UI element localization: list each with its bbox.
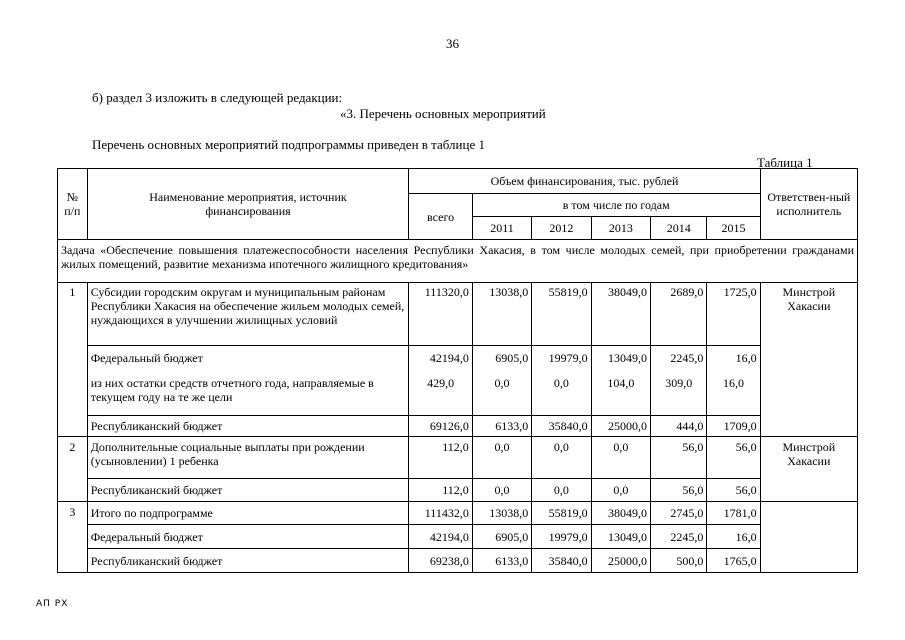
- cell-2012: 35840,0: [532, 549, 591, 573]
- cell-2014: 309,0: [651, 373, 707, 416]
- cell-2015: 16,0: [707, 346, 760, 373]
- cell-2012: 19979,0: [532, 346, 591, 373]
- cell-2013: 13049,0: [591, 525, 650, 549]
- col-header-executor: Ответствен-ный исполнитель: [760, 169, 857, 240]
- intro-paragraph: Перечень основных мероприятий подпрограммы приведен в таблице 1: [92, 137, 485, 152]
- cell-2012: 0,0: [532, 437, 591, 479]
- cell-total: 69126,0: [409, 416, 473, 437]
- col-header-funding: Объем финансирования, тыс. рублей: [409, 169, 760, 194]
- cell-2011: 6905,0: [472, 346, 531, 373]
- cell-2011: 13038,0: [472, 283, 531, 346]
- row-name: Дополнительные социальные выплаты при рождении (усыновлении) 1 ребенка: [87, 437, 409, 479]
- col-header-total: всего: [409, 194, 473, 240]
- cell-2012: 19979,0: [532, 525, 591, 549]
- cell-2013: 0,0: [591, 479, 650, 502]
- cell-2014: 2689,0: [651, 283, 707, 346]
- cell-total: 111432,0: [409, 502, 473, 525]
- row-executor: Минстрой Хакасии: [760, 437, 857, 502]
- cell-2015: 1781,0: [707, 502, 760, 525]
- row-number: 2: [58, 437, 88, 502]
- task-description: Задача «Обеспечение повышения платежеспособности населения Республики Хакасия, в том числе молодых семей, при приобретении гражданами жилых помещений, развитие механизма ипотечного жилищного кредитования»: [58, 240, 858, 283]
- cell-2012: 55819,0: [532, 283, 591, 346]
- row-name: Республиканский бюджет: [87, 416, 409, 437]
- intro-line: б) раздел 3 изложить в следующей редакции:: [92, 90, 343, 105]
- cell-2011: 0,0: [472, 437, 531, 479]
- cell-2015: 1725,0: [707, 283, 760, 346]
- row-name: Субсидии городским округам и муниципальным районам Республики Хакасия на обеспечение жильем молодых семей, нуждающихся в улучшении жилищных условий: [87, 283, 409, 346]
- cell-2014: 56,0: [651, 437, 707, 479]
- cell-2014: 2245,0: [651, 525, 707, 549]
- cell-total: 42194,0: [409, 525, 473, 549]
- cell-2015: 56,0: [707, 437, 760, 479]
- cell-2014: 2745,0: [651, 502, 707, 525]
- cell-2011: 6133,0: [472, 416, 531, 437]
- cell-2014: 500,0: [651, 549, 707, 573]
- cell-2015: 1765,0: [707, 549, 760, 573]
- table-label: Таблица 1: [757, 155, 813, 170]
- footer-mark: АП РХ: [36, 599, 69, 609]
- row-name: из них остатки средств отчетного года, направляемые в текущем году на те же цели: [87, 373, 409, 416]
- col-header-year: 2014: [651, 217, 707, 240]
- cell-2013: 25000,0: [591, 416, 650, 437]
- cell-2015: 56,0: [707, 479, 760, 502]
- cell-total: 111320,0: [409, 283, 473, 346]
- col-header-name: Наименование мероприятия, источник финансирования: [87, 169, 409, 240]
- section-title: «3. Перечень основных мероприятий: [340, 106, 546, 121]
- row-number: 3: [58, 502, 88, 573]
- cell-total: 429,0: [409, 373, 473, 416]
- row-executor-empty: [760, 502, 857, 573]
- row-name: Федеральный бюджет: [87, 525, 409, 549]
- row-executor: Минстрой Хакасии: [760, 283, 857, 437]
- cell-2012: 0,0: [532, 373, 591, 416]
- cell-2012: 55819,0: [532, 502, 591, 525]
- cell-2012: 0,0: [532, 479, 591, 502]
- col-header-by-years: в том числе по годам: [472, 194, 760, 217]
- cell-2015: 1709,0: [707, 416, 760, 437]
- cell-2014: 56,0: [651, 479, 707, 502]
- col-header-year: 2013: [591, 217, 650, 240]
- col-header-year: 2015: [707, 217, 760, 240]
- cell-2011: 0,0: [472, 373, 531, 416]
- cell-2011: 13038,0: [472, 502, 531, 525]
- cell-2015: 16,0: [707, 525, 760, 549]
- cell-2013: 25000,0: [591, 549, 650, 573]
- cell-2013: 104,0: [591, 373, 650, 416]
- funding-table: [57, 168, 858, 573]
- cell-2011: 0,0: [472, 479, 531, 502]
- cell-2013: 13049,0: [591, 346, 650, 373]
- cell-2013: 38049,0: [591, 502, 650, 525]
- cell-2013: 38049,0: [591, 283, 650, 346]
- col-header-year: 2012: [532, 217, 591, 240]
- cell-2013: 0,0: [591, 437, 650, 479]
- cell-2011: 6133,0: [472, 549, 531, 573]
- cell-2015: 16,0: [707, 373, 760, 416]
- cell-total: 42194,0: [409, 346, 473, 373]
- cell-2012: 35840,0: [532, 416, 591, 437]
- cell-2014: 444,0: [651, 416, 707, 437]
- cell-total: 69238,0: [409, 549, 473, 573]
- row-name: Республиканский бюджет: [87, 549, 409, 573]
- col-header-year: 2011: [472, 217, 531, 240]
- row-name: Республиканский бюджет: [87, 479, 409, 502]
- page-number: 36: [446, 36, 459, 51]
- row-number: 1: [58, 283, 88, 437]
- cell-total: 112,0: [409, 437, 473, 479]
- row-name: Федеральный бюджет: [87, 346, 409, 373]
- cell-2011: 6905,0: [472, 525, 531, 549]
- cell-2014: 2245,0: [651, 346, 707, 373]
- col-header-num: № п/п: [58, 169, 88, 240]
- cell-total: 112,0: [409, 479, 473, 502]
- row-name: Итого по подпрограмме: [87, 502, 409, 525]
